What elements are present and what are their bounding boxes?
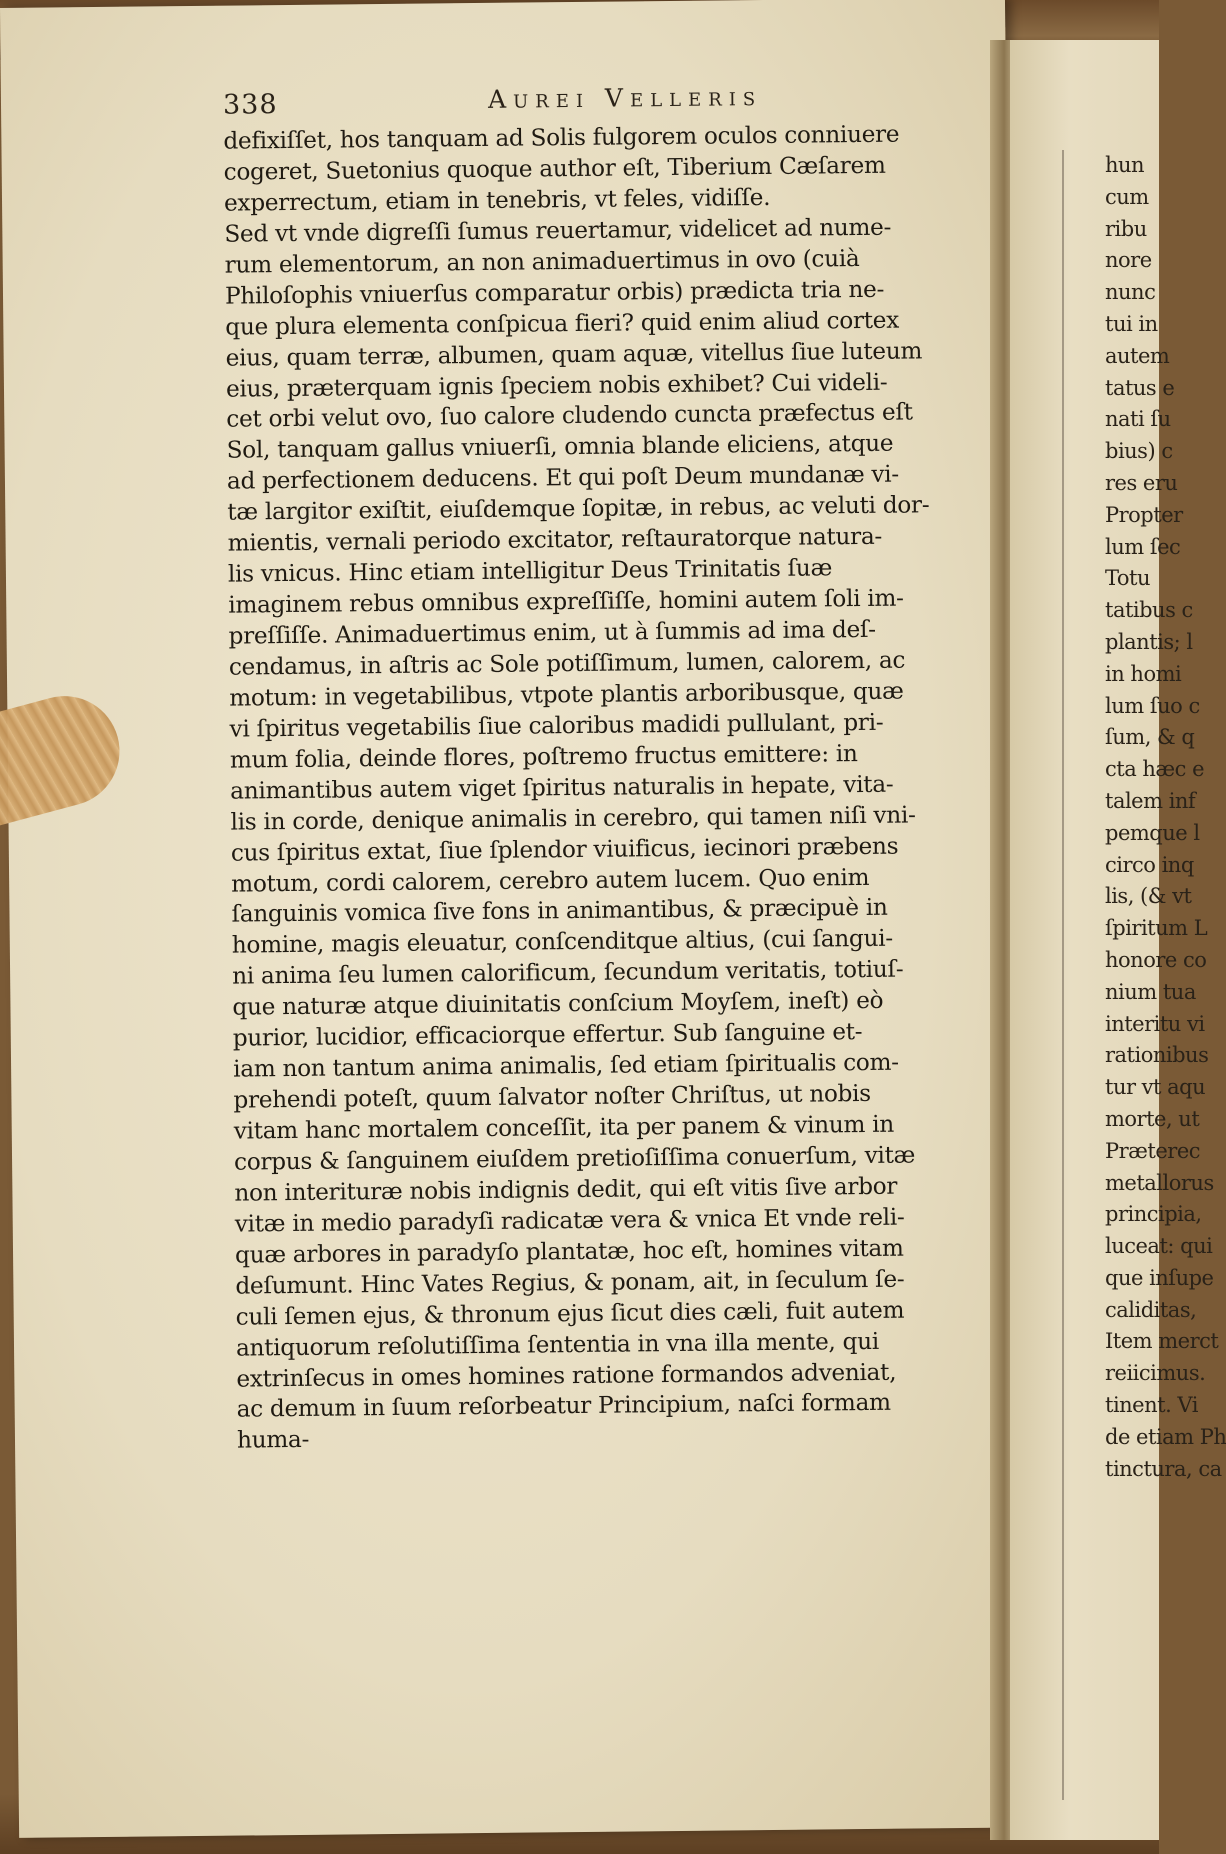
text-line: ni anima ſeu lumen calorificum, ſecundum veritatis, totiuſ- <box>232 955 904 990</box>
text-line: imaginem rebus omnibus expreſſiſſe, homini autem ſoli im- <box>228 584 904 619</box>
right-text-line: ribu <box>1105 216 1147 241</box>
text-line: deſumunt. Hinc Vates Regius, & ponam, ait, in ſeculum ſe- <box>235 1265 905 1300</box>
right-text-line: tinctura, ca <box>1105 1456 1222 1481</box>
right-text-line: nati ſu <box>1105 407 1171 432</box>
right-text-line: Totu <box>1105 566 1150 591</box>
text-line: Sed vt vnde digreſſi ſumus reuertamur, videlicet ad nume- <box>224 213 892 248</box>
right-text-line: nium tua <box>1105 979 1196 1004</box>
right-text-line: morte, ut <box>1105 1106 1200 1131</box>
right-text-line: principia, <box>1105 1202 1202 1227</box>
text-line: antiquorum reſolutiſſima ſententia in vna illa mente, qui <box>235 1327 880 1362</box>
text-line: preſſiſſe. Animaduertimus enim, ut à ſummis ad ima deſ- <box>228 615 876 650</box>
text-line: vi ſpiritus vegetabilis ſiue caloribus madidi pullulant, pri- <box>229 708 884 743</box>
text-line: eius, præterquam ignis ſpeciem nobis exhibet? Cui videli- <box>225 368 888 403</box>
right-text-line: nore <box>1105 248 1152 273</box>
text-line: prehendi poteſt, quum ſalvator noſter Chriſtus, ut nobis <box>233 1080 871 1114</box>
right-text-line: lis, (& vt <box>1105 884 1192 909</box>
text-line: cendamus, in aſtris ac Sole potiſſimum, lumen, calorem, ac <box>228 646 906 681</box>
text-line: vitam hanc mortalem conceſſit, ita per panem & vinum in <box>233 1110 895 1145</box>
running-title: Aurei Velleris <box>487 82 763 114</box>
text-line: quæ arbores in paradyſo plantatæ, hoc eſt, homines vitam <box>234 1234 904 1269</box>
text-line: eius, quam terræ, albumen, quam aquæ, vitellus ſiue luteum <box>225 336 923 372</box>
right-text-line: ſum, & q <box>1105 725 1195 750</box>
text-line: extrinſecus in omes homines ratione formandos adveniat, <box>236 1358 897 1393</box>
text-line: cogeret, Suetonius quoque author eſt, Tiberium Cæſarem <box>223 151 886 186</box>
right-text-line: metallorus <box>1105 1170 1214 1195</box>
right-text-line: talem inf <box>1105 788 1196 813</box>
right-text-line: Item merct <box>1105 1329 1219 1354</box>
text-line: rum elementorum, an non animaduertimus in ovo (cuià <box>224 244 860 279</box>
right-text-line: hun <box>1105 153 1145 177</box>
right-text-line: Propter <box>1105 502 1183 527</box>
right-text-line: circo inq <box>1105 852 1194 877</box>
right-text-line: cta hæc e <box>1105 757 1205 782</box>
text-line: corpus & ſanguinem eiuſdem pretioſiſſima conuerſum, vitæ <box>233 1141 916 1176</box>
right-text-line: tur vt aqu <box>1105 1075 1206 1100</box>
text-line: ad perfectionem deducens. Et qui poſt Deum mundanæ vi- <box>226 460 900 495</box>
right-page-text <box>1105 150 1226 1485</box>
text-line: tæ largitor exiſtit, eiuſdemque ſopitæ, in rebus, ac veluti dor- <box>227 491 930 526</box>
text-line: cus ſpiritus extat, ſiue ſplendor viuificus, iecinori præbens <box>230 832 899 867</box>
text-line: Philoſophis vniuerſus comparatur orbis) prædicta tria ne- <box>224 275 885 310</box>
right-text-line: bius) c <box>1105 439 1173 464</box>
right-text-line: tatus e <box>1105 375 1175 400</box>
text-line: ac demum in ſuum reſorbeatur Principium, naſci formam <box>236 1389 891 1424</box>
right-text-line: cum <box>1105 184 1149 209</box>
right-text-line: honore co <box>1105 947 1207 972</box>
text-line: cet orbi velut ovo, ſuo calore cludendo cuncta præfectus eſt <box>226 398 913 434</box>
right-text-line: tinent. Vi <box>1105 1393 1198 1418</box>
text-line: Sol, tanquam gallus vniuerſi, omnia blande eliciens, atque <box>226 430 894 465</box>
right-text-line: lum ſec <box>1105 534 1181 559</box>
text-line: homine, magis eleuatur, conſcenditque altius, (cui ſangui- <box>231 925 893 959</box>
right-text-line: rationibus <box>1105 1043 1209 1068</box>
body-text <box>223 120 930 1457</box>
text-line: non interituræ nobis indignis dedit, qui eſt vitis ſive arbor <box>234 1172 898 1207</box>
right-text-line: nunc <box>1105 280 1156 305</box>
right-text-line: caliditas, <box>1105 1297 1197 1322</box>
page-number: 338 <box>222 89 278 121</box>
text-line: que plura elementa conſpicua fieri? quid enim aliud cortex <box>225 306 900 341</box>
right-text-line: de etiam Ph <box>1105 1424 1226 1449</box>
right-text-line: Præterec <box>1105 1138 1201 1163</box>
text-line: iam non tantum anima animalis, ſed etiam ſpiritualis com- <box>232 1048 899 1083</box>
right-text-line: tatibus c <box>1105 598 1193 623</box>
text-line: lis vnicus. Hinc etiam intelligitur Deus Trinitatis ſuæ <box>227 554 833 588</box>
right-page-margin-rule <box>1062 150 1064 1800</box>
right-text-line: que inſupe <box>1105 1265 1214 1290</box>
right-text-line: plantis; l <box>1105 629 1193 654</box>
text-line: experrectum, etiam in tenebris, vt feles, vidiſſe. <box>223 183 771 217</box>
text-line: defixiſſet, hos tanquam ad Solis fulgorem oculos conniuere <box>223 120 900 155</box>
text-line: animantibus autem viget ſpiritus naturalis in hepate, vita- <box>230 770 894 805</box>
text-line: huma- <box>236 1426 310 1454</box>
right-text-line: tui in <box>1105 311 1158 336</box>
right-text-line: lum ſuo c <box>1105 693 1200 718</box>
page-header <box>223 75 843 121</box>
right-text-line: res eru <box>1105 470 1178 495</box>
text-line: culi ſemen ejus, & thronum ejus ſicut dies cæli, fuit autem <box>235 1296 905 1331</box>
right-text-line: in homi <box>1105 661 1182 686</box>
text-line: mientis, vernali periodo excitator, reſtauratorque natura- <box>227 522 883 557</box>
text-line: que naturæ atque diuinitatis conſcium Moyſem, ineſt) eò <box>232 987 884 1021</box>
right-text-line: pemque l <box>1105 820 1200 845</box>
right-text-line: autem <box>1105 343 1170 368</box>
text-line: purior, lucidior, efficaciorque effertur. Sub ſanguine et- <box>232 1018 863 1052</box>
right-text-line: luceat: qui <box>1105 1234 1213 1259</box>
text-line: ſanguinis vomica ſive fons in animantibus, & præcipuè in <box>231 894 888 929</box>
text-line: motum, cordi calorem, cerebro autem lucem. Quo enim <box>231 863 870 898</box>
right-text-line: ſpiritum L <box>1105 916 1208 941</box>
text-line: lis in corde, denique animalis in cerebro, qui tamen niſi vni- <box>230 801 916 836</box>
text-line: vitæ in medio paradyſi radicatæ vera & vnica Et vnde reli- <box>234 1203 905 1238</box>
text-line: mum folia, deinde flores, poſtremo fructus emittere: in <box>229 739 858 774</box>
text-line: motum: in vegetabilibus, vtpote plantis arboribusque, quæ <box>229 677 904 712</box>
right-text-line: reiicimus. <box>1105 1361 1206 1386</box>
right-text-line: interitu vi <box>1105 1011 1205 1036</box>
